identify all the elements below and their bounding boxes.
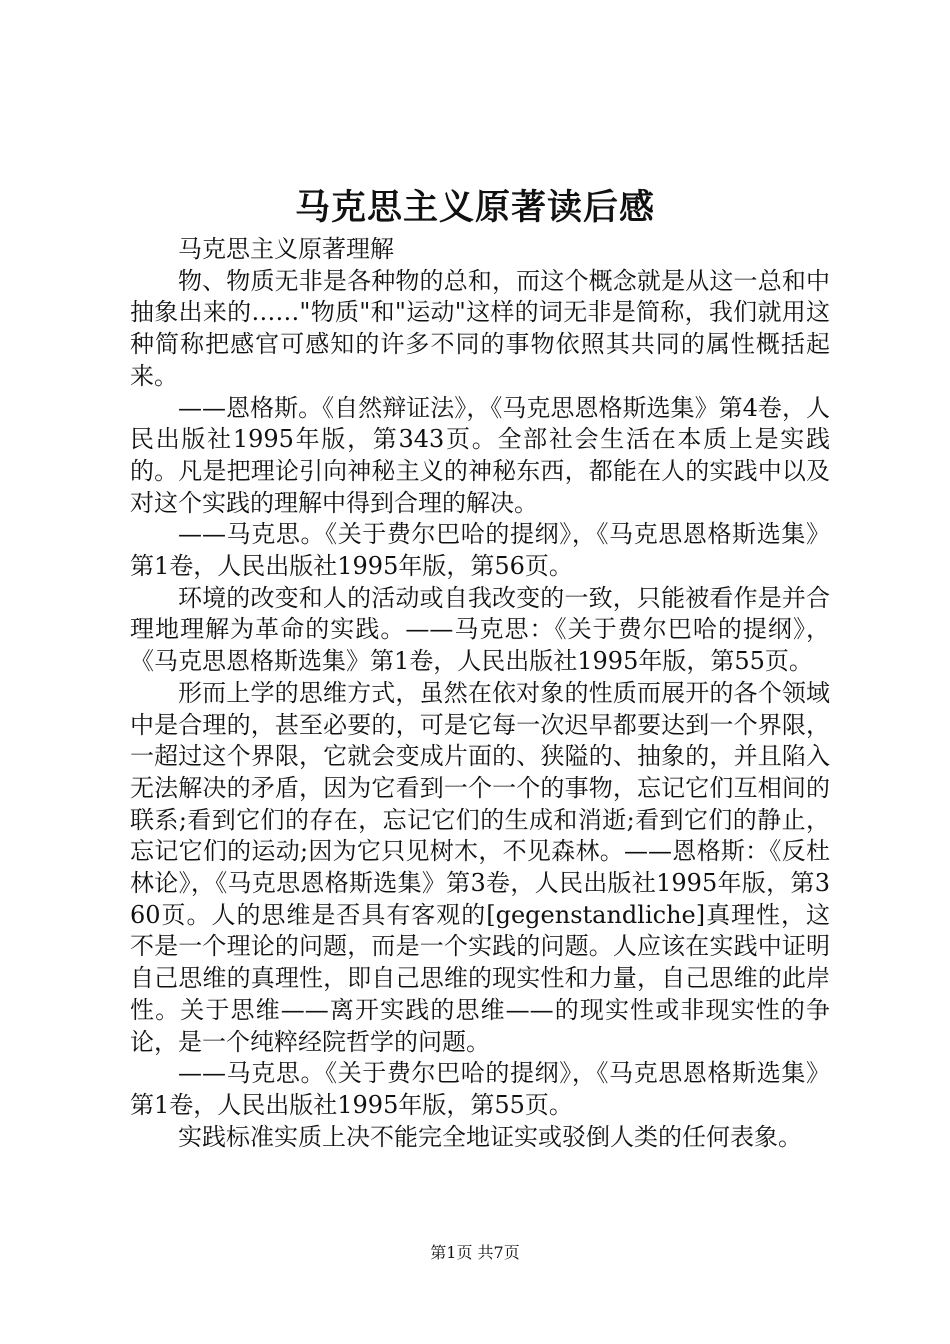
document-body: [130, 234, 830, 1153]
paragraph-1: 马克思主义原著理解: [178, 235, 394, 263]
paragraph-6: 形而上学的思维方式，虽然在依对象的性质而展开的各个领域中是合理的，甚至必要的，可是它每一次迟早都要达到一个界限，一超过这个界限，它就会变成片面的、狭隘的、抽象的，并且陷入无法解决的矛盾，因为它看到一个一个的事物，忘记它们互相间的联系;看到它们的存在，忘记它们的生成和消逝;看到它们的静止，忘记它们的运动;因为它只见树木，不见森林。——恩格斯：《反杜林论》，《马克思恩格斯选集》第3卷，人民出版社1995年版，第360页。人的思维是否具有客观的[gegenstandliche]真理性，这不是一个理论的问题，而是一个实践的问题。人应该在实践中证明自己思维的真理性，即自己思维的现实性和力量，自己思维的此岸性。关于思维——离开实践的思维——的现实性或非现实性的争论，是一个纯粹经院哲学的问题。: [130, 678, 830, 1056]
paragraph-4: ——马克思。《关于费尔巴哈的提纲》，《马克思恩格斯选集》第1卷，人民出版社1995年版，第56页。: [130, 520, 830, 581]
page-footer: 第1页 共7页: [430, 1243, 520, 1262]
paragraph-8: 实践标准实质上决不能完全地证实或驳倒人类的任何表象。: [178, 1122, 802, 1151]
paragraph-5: 环境的改变和人的活动或自我改变的一致，只能被看作是并合理地理解为革命的实践。——马克思：《关于费尔巴哈的提纲》，《马克思恩格斯选集》第1卷，人民出版社1995年版，第55页。: [130, 583, 830, 676]
paragraph-7: ——马克思。《关于费尔巴哈的提纲》，《马克思恩格斯选集》第1卷，人民出版社1995年版，第55页。: [130, 1059, 830, 1119]
paragraph-2: 物、物质无非是各种物的总和，而这个概念就是从这一总和中抽象出来的……"物质"和"运动"这样的词无非是简称，我们就用这种简称把感官可感知的许多不同的事物依照其共同的属性概括起来。: [130, 266, 830, 390]
paragraph-3: ——恩格斯。《自然辩证法》，《马克思恩格斯选集》第4卷，人民出版社1995年版，第343页。全部社会生活在本质上是实践的。凡是把理论引向神秘主义的神秘东西，都能在人的实践中以及对这个实践的理解中得到合理的解决。: [130, 393, 830, 517]
document-title: 马克思主义原著读后感: [294, 187, 655, 228]
